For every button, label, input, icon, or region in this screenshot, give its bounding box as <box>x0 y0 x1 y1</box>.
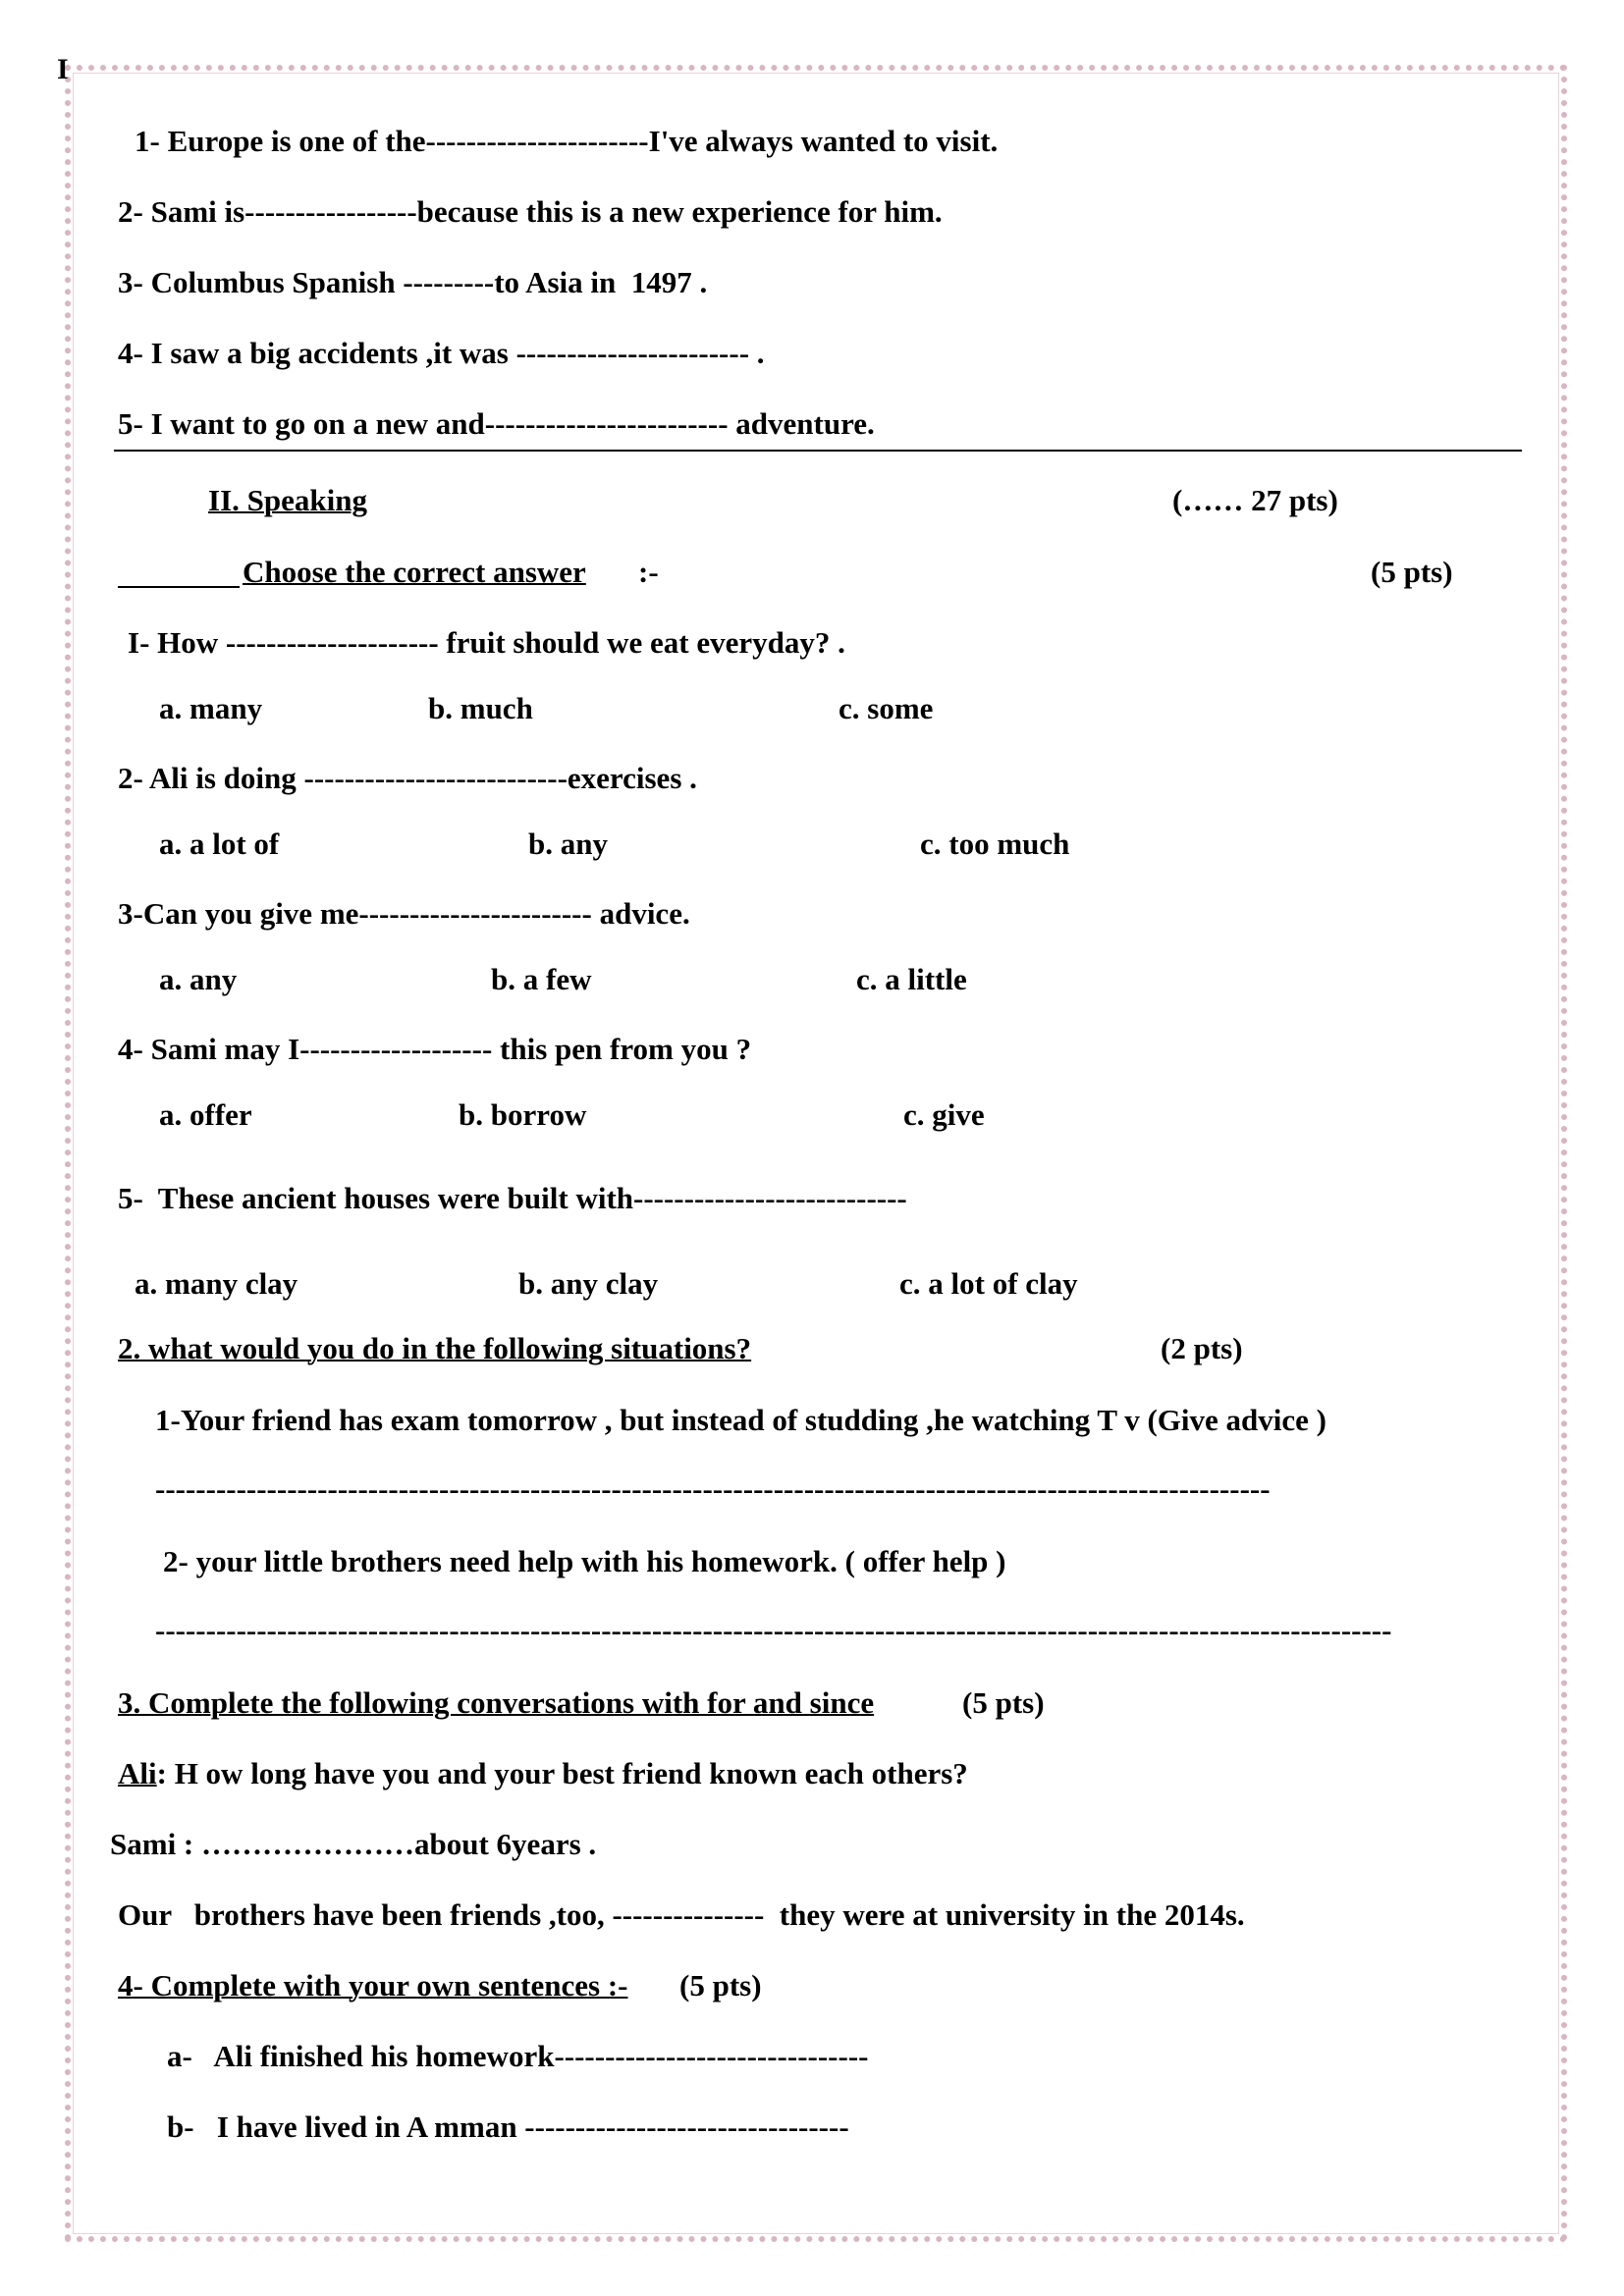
mc-option-3c: c. a little <box>856 962 967 996</box>
mc-question-3: 3-Can you give me----------------------- advice. <box>118 896 690 931</box>
conversation-line-1 <box>118 1758 968 1789</box>
conversation-line-1-text: : H ow long have you and your best friend known each others? <box>156 1756 968 1790</box>
speaking-points: (…… 27 pts) <box>1172 483 1338 517</box>
mc-option-5a: a. many clay <box>135 1266 298 1301</box>
for-since-points: (5 pts) <box>962 1685 1045 1720</box>
mc-option-4c: c. give <box>903 1097 985 1132</box>
conversation-line-3: Our brothers have been friends ,too, --------------- they were at university in the 2014s. <box>118 1897 1245 1932</box>
situations-title: 2. what would you do in the following situations? <box>118 1331 752 1365</box>
situation-1-answer-line: -------------------------------------------------------------------------------------------------------------- <box>155 1471 1271 1506</box>
for-since-title: 3. Complete the following conversations with for and since <box>118 1685 875 1720</box>
own-sentence-b: b- I have lived in A mman -------------------------------- <box>167 2109 849 2144</box>
section-divider <box>114 450 1522 452</box>
mc-option-1a: a. many <box>159 691 263 725</box>
choose-suffix: :- <box>638 555 659 589</box>
mc-option-3b: b. a few <box>491 962 592 996</box>
speaking-title: II. Speaking <box>208 483 367 517</box>
choose-title: Choose the correct answer <box>243 555 586 589</box>
situations-points: (2 pts) <box>1161 1331 1243 1365</box>
fill-item-3: 3- Columbus Spanish ---------to Asia in 1497 . <box>118 265 708 299</box>
mc-option-2b: b. any <box>528 827 608 861</box>
mc-option-5c: c. a lot of clay <box>899 1266 1078 1301</box>
mc-option-4a: a. offer <box>159 1097 252 1132</box>
own-sentences-points: (5 pts) <box>679 1968 762 2002</box>
title-underline-blank <box>118 586 240 588</box>
fill-item-4: 4- I saw a big accidents ,it was ----------------------- . <box>118 336 765 370</box>
situation-2-answer-line: -------------------------------------------------------------------------------------------------------------------------- <box>155 1613 1392 1647</box>
own-sentences-title: 4- Complete with your own sentences :- <box>118 1968 628 2002</box>
situation-2: 2- your little brothers need help with his homework. ( offer help ) <box>163 1544 1006 1578</box>
mc-question-1: I- How --------------------- fruit should we eat everyday? . <box>128 625 845 660</box>
mc-option-5b: b. any clay <box>518 1266 659 1301</box>
mc-option-2a: a. a lot of <box>159 827 280 861</box>
choose-points: (5 pts) <box>1371 555 1453 589</box>
mc-question-4: 4- Sami may I------------------- this pen from you ? <box>118 1032 752 1066</box>
mc-option-2c: c. too much <box>920 827 1070 861</box>
situation-1: 1-Your friend has exam tomorrow , but instead of studding ,he watching T v (Give advice ) <box>155 1403 1326 1437</box>
corner-mark: I <box>57 53 69 85</box>
own-sentence-a: a- Ali finished his homework------------------------------- <box>167 2039 869 2073</box>
mc-option-3a: a. any <box>159 962 238 996</box>
fill-item-2: 2- Sami is-----------------because this is a new experience for him. <box>118 194 943 229</box>
fill-item-5: 5- I want to go on a new and------------------------ adventure. <box>118 406 875 441</box>
mc-option-1b: b. much <box>428 691 533 725</box>
mc-question-5: 5- These ancient houses were built with--------------------------- <box>118 1181 907 1215</box>
mc-option-1c: c. some <box>839 691 934 725</box>
mc-option-4b: b. borrow <box>459 1097 587 1132</box>
conversation-line-2: Sami : …………………about 6years . <box>110 1827 597 1861</box>
speaker-ali: Ali <box>118 1756 157 1790</box>
mc-question-2: 2- Ali is doing --------------------------exercises . <box>118 761 697 795</box>
fill-item-1: 1- Europe is one of the----------------------I've always wanted to visit. <box>135 124 999 158</box>
